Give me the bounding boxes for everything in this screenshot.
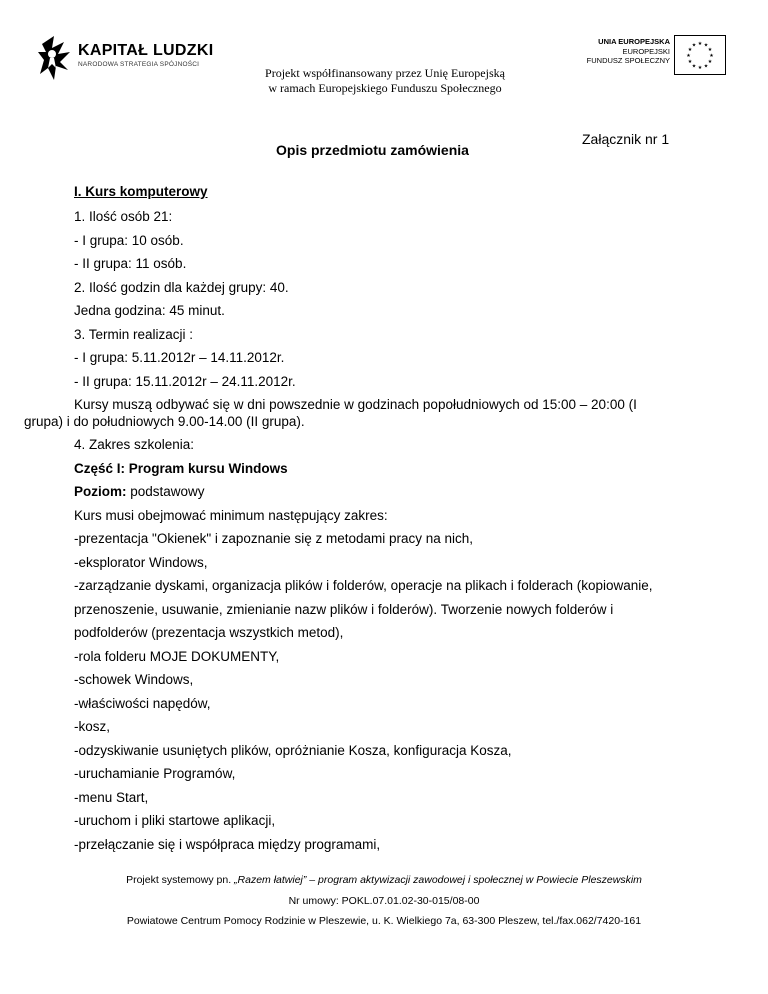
svg-text:★: ★: [687, 47, 693, 53]
svg-text:★: ★: [707, 47, 713, 53]
footer-project-line: [0, 874, 768, 886]
text-line: grupa) i do południowych 9.00-14.00 (II grupa).: [24, 414, 305, 429]
text-line: Jedna godzina: 45 minut.: [74, 303, 225, 318]
text-line: 4. Zakres szkolenia:: [74, 437, 195, 452]
document-title: Opis przedmiotu zamówienia: [276, 142, 469, 158]
text-line: -rola folderu MOJE DOKUMENTY,: [74, 649, 280, 664]
text-line: -uruchamianie Programów,: [74, 766, 236, 781]
eu-logo-text: [587, 37, 670, 66]
level-line: [74, 484, 205, 500]
text-line: -uruchom i pliki startowe aplikacji,: [74, 813, 276, 828]
annex-label: Załącznik nr 1: [582, 131, 670, 147]
level-label: Poziom:: [74, 484, 127, 499]
svg-text:★: ★: [686, 53, 691, 59]
text-line: - I grupa: 10 osób.: [74, 233, 184, 248]
svg-text:★: ★: [691, 63, 697, 70]
cofinancing-line-2: w ramach Europejskiego Funduszu Społecznego: [268, 81, 502, 95]
section-heading: I. Kurs komputerowy: [74, 184, 208, 199]
svg-text:★: ★: [703, 42, 709, 49]
footer-contract-number: Nr umowy: POKL.07.01.02-30-015/08-00: [288, 895, 480, 907]
level-value: podstawowy: [126, 484, 205, 499]
text-line: -schowek Windows,: [74, 672, 194, 687]
text-line: - II grupa: 15.11.2012r – 24.11.2012r.: [74, 374, 296, 389]
text-line: przenoszenie, usuwanie, zmienianie nazw plików i folderów). Tworzenie nowych folderów i: [74, 602, 614, 617]
text-line: podfolderów (prezentacja wszystkich metod),: [74, 625, 344, 640]
cofinancing-line-1: Projekt współfinansowany przez Unię Europejską: [265, 66, 505, 80]
svg-text:★: ★: [687, 59, 693, 65]
eu-logo-line-3: FUNDUSZ SPOŁECZNY: [586, 56, 670, 65]
text-line: 1. Ilość osób 21:: [74, 209, 173, 224]
eu-flag-icon: [674, 35, 726, 75]
svg-text:★: ★: [709, 53, 714, 59]
text-line: -prezentacja "Okienek" i zapoznanie się z metodami pracy na nich,: [74, 531, 474, 546]
eu-logo-line-1: UNIA EUROPEJSKA: [598, 37, 670, 46]
text-line: -zarządzanie dyskami, organizacja plików i folderów, operacje na plikach i folderach (kopiowanie,: [74, 578, 653, 593]
text-line: Kurs musi obejmować minimum następujący zakres:: [74, 508, 388, 523]
footer-address: Powiatowe Centrum Pomocy Rodzinie w Pleszewie, u. K. Wielkiego 7a, 63-300 Pleszew, tel./fax.062/7420-161: [126, 915, 642, 927]
kapital-ludzki-subtitle: NARODOWA STRATEGIA SPÓJNOŚCI: [78, 61, 200, 68]
svg-text:★: ★: [703, 63, 709, 70]
text-line: - I grupa: 5.11.2012r – 14.11.2012r.: [74, 350, 285, 365]
text-line: -przełączanie się i współpraca między programami,: [74, 837, 381, 852]
svg-text:★: ★: [691, 42, 697, 49]
svg-text:★: ★: [707, 59, 713, 65]
text-line: Kursy muszą odbywać się w dni powszednie w godzinach popołudniowych od 15:00 – 20:00 (I: [74, 397, 637, 412]
eu-logo: [566, 33, 726, 77]
text-line: -kosz,: [74, 719, 111, 734]
eu-logo-line-2: EUROPEJSKI: [622, 46, 670, 56]
text-line: -menu Start,: [74, 790, 149, 805]
text-line: 2. Ilość godzin dla każdej grupy: 40.: [74, 280, 289, 295]
part-heading: Część I: Program kursu Windows: [74, 461, 288, 476]
kapital-ludzki-emblem-icon: [38, 34, 74, 82]
footer-project-prefix: Projekt systemowy pn.: [126, 874, 235, 886]
text-line: 3. Termin realizacji :: [74, 327, 194, 342]
text-line: -eksplorator Windows,: [74, 555, 208, 570]
text-line: - II grupa: 11 osób.: [74, 256, 187, 271]
svg-text:★: ★: [697, 41, 703, 47]
kapital-ludzki-title: KAPITAŁ LUDZKI: [78, 42, 214, 59]
cofinancing-note: [230, 66, 540, 96]
kapital-ludzki-logo: [38, 34, 228, 82]
text-line: -właściwości napędów,: [74, 696, 211, 711]
svg-text:★: ★: [697, 65, 703, 71]
footer-project-name: „Razem łatwiej” – program aktywizacji zawodowej i społecznej w Powiecie Pleszewskim: [234, 874, 642, 886]
text-line: -odzyskiwanie usuniętych plików, opróżnianie Kosza, konfiguracja Kosza,: [74, 743, 512, 758]
